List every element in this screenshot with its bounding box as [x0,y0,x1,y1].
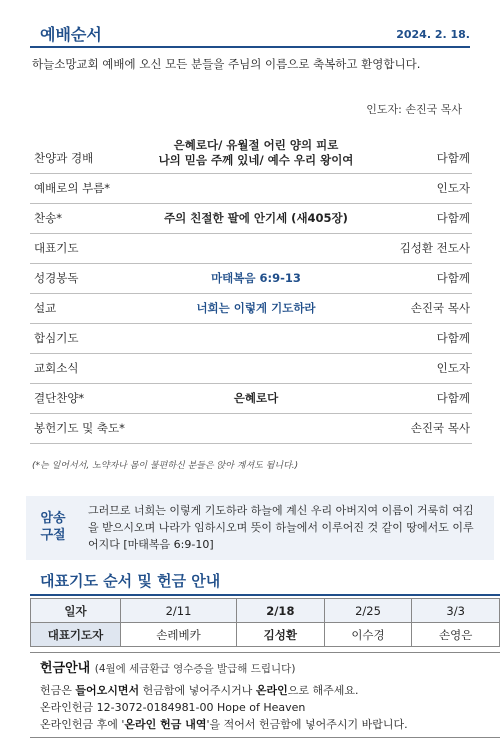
schedule-section-header [30,570,500,596]
order-item-by: 다함께 [436,211,470,225]
order-row [30,384,472,414]
order-row [30,294,472,324]
table-row [31,623,500,647]
order-item-by: 다함께 [436,331,470,345]
bulletin-date: 2024. 2. 18. [396,28,470,41]
memory-verse-label-line: 구절 [40,528,66,543]
order-item-content: 주의 친절한 팔에 안기세 (새405장) [164,211,348,225]
order-row [30,264,472,294]
bank-account-number: 12-3072-0184981-00 [96,701,214,714]
offering-text: 온라인헌금 후에 ' [40,718,125,731]
offering-title-text: 헌금안내 [40,661,91,676]
order-item-by: 다함께 [436,151,470,165]
offering-emphasis: 온라인 헌금 내역 [124,718,207,731]
prayer-name-cell: 이수경 [324,623,412,647]
order-item-label: 결단찬양* [34,391,85,405]
order-item-label: 예배로의 부름* [34,181,111,195]
order-item-content [140,138,372,168]
order-item-content-line: 은혜로다/ 유월절 어린 양의 피로 [173,138,339,152]
order-row [30,354,472,384]
order-item-by: 손진국 목사 [410,421,470,435]
order-row [30,324,472,354]
order-item-label: 합심기도 [34,331,79,345]
order-row [30,234,472,264]
offering-text: 으로 해주세요. [287,684,359,697]
welcome-message: 하늘소망교회 예배에 오신 모든 분들을 주님의 이름으로 축복하고 환영합니다. [32,57,421,71]
offering-text: 헌금함에 넣어주시거나 [139,684,256,697]
order-item-by: 김성환 전도사 [399,241,470,255]
order-item-label: 설교 [34,301,57,315]
scripture-reference: 마태복음 6:9-13 [211,271,301,285]
order-item-content: 은혜로다 [233,391,279,405]
memory-verse-box [26,496,494,560]
date-cell: 3/3 [412,599,500,623]
standing-note: (*는 일어서서, 노약자나 몸이 불편하신 분들은 앉아 계셔도 됩니다.) [32,461,299,471]
order-item-by: 인도자 [436,361,470,375]
offering-title [40,657,295,676]
table-row [31,599,500,623]
order-row [30,204,472,234]
offering-line-3 [40,716,408,732]
date-cell: 2/11 [121,599,237,623]
bulletin-header [30,22,470,48]
page-title: 예배순서 [40,25,102,44]
order-item-by: 다함께 [436,391,470,405]
order-item-label: 봉헌기도 및 축도* [34,421,125,435]
order-row [30,133,472,174]
offering-line-2 [40,699,305,715]
order-item-label: 성경봉독 [34,271,79,285]
worship-leader: 인도자: 손진국 목사 [366,103,462,116]
order-item-label: 찬양과 경배 [34,151,94,165]
offering-text: 헌금은 [40,684,76,697]
order-item-by: 손진국 목사 [410,301,470,315]
date-cell-current: 2/18 [237,599,325,623]
order-row [30,174,472,204]
offering-text: '을 적어서 헌금함에 넣어주시기 바랍니다. [206,718,408,731]
date-header-cell: 일자 [31,599,121,623]
offering-info [30,652,500,738]
memory-verse-label-line: 암송 [40,511,66,526]
offering-subtitle: (4월에 세금환급 영수증을 발급해 드립니다) [94,663,296,675]
prayer-schedule-table [30,598,500,647]
offering-emphasis: 들어오시면서 [75,684,140,697]
order-item-content-line: 나의 믿음 주께 있네/ 예수 우리 왕이여 [158,153,354,167]
order-row [30,414,472,444]
prayer-name-cell: 손영은 [412,623,500,647]
memory-verse-text: 그러므로 너희는 이렇게 기도하라 하늘에 계신 우리 아버지여 이름이 거룩히 여김을 받으시오며 나라가 임하시오며 뜻이 하늘에서 이루어진 것 같이 땅에서도 이루어지다 [마태복음 6:9-10] [88,504,474,551]
worship-order-list [30,133,472,444]
sermon-title: 너희는 이렇게 기도하라 [196,301,316,315]
order-item-by: 인도자 [436,181,470,195]
date-cell: 2/25 [324,599,412,623]
order-item-label: 찬송* [34,211,62,225]
offering-line-1 [40,682,359,698]
prayer-name-cell-current: 김성환 [237,623,325,647]
account-holder: Hope of Heaven [213,701,306,714]
prayer-header-cell: 대표기도자 [31,623,121,647]
schedule-title: 대표기도 순서 및 헌금 안내 [40,572,221,590]
memory-verse-label [38,510,68,544]
offering-text: 온라인헌금 [40,701,97,714]
order-item-by: 다함께 [436,271,470,285]
prayer-name-cell: 손레베카 [121,623,237,647]
order-item-label: 교회소식 [34,361,79,375]
offering-emphasis: 온라인 [255,684,288,697]
order-item-label: 대표기도 [34,241,79,255]
